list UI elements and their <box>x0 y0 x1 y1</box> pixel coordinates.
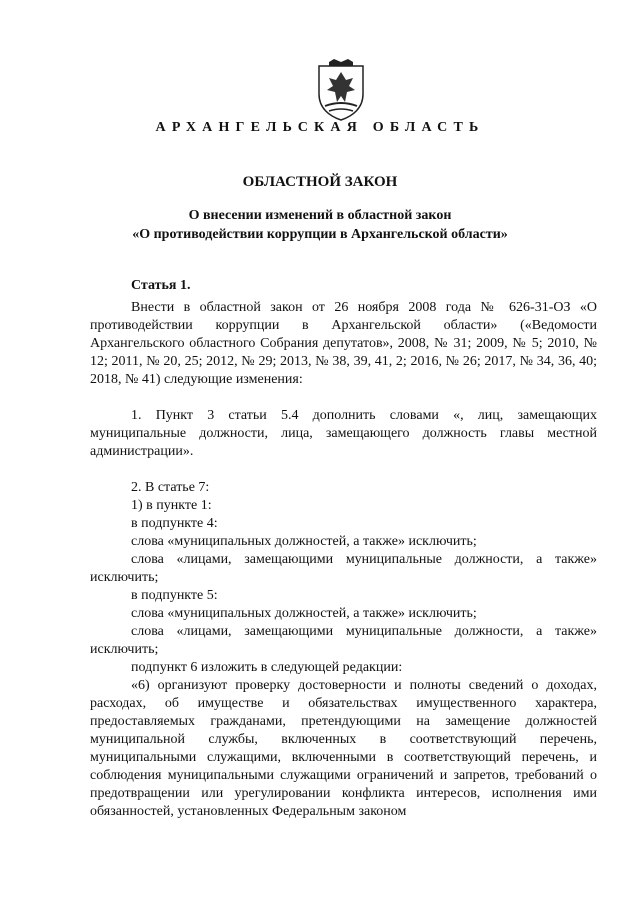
article-intro: Внести в областной закон от 26 ноября 2008 года № 626-31-ОЗ «О противодействии коррупции в Архангельской области» («Ведомости Архангельского областного Собрания депутатов», 2008, № 31; 2009, № 5; 2010, № 12; 2011, № 20, 25; 2012, № 29; 2013, № 38, 39, 41, 2; 2016, № 26; 2017, № 34, 36, 40; 2018, № 41) следующие изменения: <box>90 300 597 387</box>
subitem-1-b-1: слова «муниципальных должностей, а также» исключить; <box>131 606 477 621</box>
region-name: АРХАНГЕЛЬСКАЯ ОБЛАСТЬ <box>155 120 485 135</box>
subitem-1-a: в подпункте 4: <box>131 516 218 531</box>
law-title <box>0 206 640 244</box>
law-title-line-1: О внесении изменений в областной закон <box>188 208 452 223</box>
subitem-1: 1) в пункте 1: <box>131 498 212 513</box>
article-body <box>90 299 597 821</box>
subitem-1-a-2: слова «лицами, замещающими муниципальные должности, а также» исключить; <box>90 552 597 585</box>
document-type: ОБЛАСТНОЙ ЗАКОН <box>242 174 398 190</box>
quoted-text: «6) организуют проверку достоверности и полноты сведений о доходах, расходах, об имуществе и обязательствах имущественного характера, предоставляемых гражданами, претендующими на замещение должностей муниципальной службы, включенных в соответствующий перечень, муниципальными служащими, включенными в соответствующий перечень, и соблюдения муниципальными служащими ограничений и запретов, требований о предотвращении или урегулировании конфликта интересов, исполнения ими обязанностей, установленных Федеральным законом <box>90 678 597 819</box>
subitem-1-a-1: слова «муниципальных должностей, а также» исключить; <box>131 534 477 549</box>
amendment-item-1: 1. Пункт 3 статьи 5.4 дополнить словами «, лиц, замещающих муниципальные должности, лица, замещающего должность главы местной администрации». <box>90 408 597 459</box>
amendment-item-2: 2. В статье 7: <box>131 480 210 495</box>
law-title-line-2: «О противодействии коррупции в Архангельской области» <box>132 227 508 242</box>
article-heading: Статья 1. <box>131 278 191 293</box>
arkhangelsk-coat-of-arms-icon <box>315 58 367 122</box>
subitem-1-b-2: слова «лицами, замещающими муниципальные должности, а также» исключить; <box>90 624 597 657</box>
subitem-1-c: подпункт 6 изложить в следующей редакции: <box>131 660 403 675</box>
subitem-1-b: в подпункте 5: <box>131 588 218 603</box>
